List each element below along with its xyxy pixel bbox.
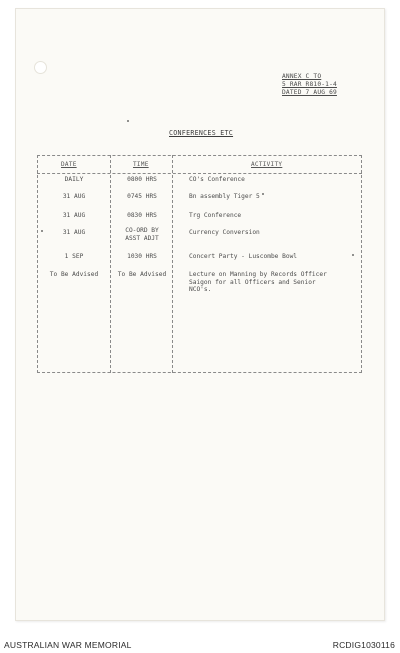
row-4-date: 31 AUG xyxy=(62,229,86,236)
row-1-time: 0800 HRS xyxy=(127,176,157,183)
punch-hole xyxy=(34,61,47,74)
row-5-activity: Concert Party - Luscombe Bowl xyxy=(189,253,298,260)
row-5-time: 1030 HRS xyxy=(127,253,157,260)
stray-mark xyxy=(262,193,264,195)
table-top-rule xyxy=(37,155,362,156)
row-4-time xyxy=(112,227,172,242)
schedule-table xyxy=(37,155,362,373)
annex-reference xyxy=(282,73,337,97)
row-3-date: 31 AUG xyxy=(62,212,86,219)
stray-mark xyxy=(41,230,43,232)
row-6-activity-line-3: NCO's. xyxy=(189,286,212,294)
row-2-activity: Bn assembly Tiger 5 xyxy=(189,193,260,200)
table-header-rule xyxy=(37,173,362,174)
archive-reference: RCDIG1030116 xyxy=(332,640,395,650)
header-time: TIME xyxy=(133,161,149,168)
annex-line-3: DATED 7 AUG 69 xyxy=(282,89,337,96)
stray-mark xyxy=(352,254,354,256)
row-1-date: DAILY xyxy=(64,176,84,183)
table-right-rule xyxy=(361,155,362,373)
row-4-time-line-1: CO-ORD BY xyxy=(125,227,159,234)
table-divider-2 xyxy=(172,155,173,373)
annex-line-2: 5 RAR R810-1-4 xyxy=(282,81,337,88)
header-activity: ACTIVITY xyxy=(251,161,283,168)
table-bottom-rule xyxy=(37,372,362,373)
row-6-date: To Be Advised xyxy=(49,271,99,278)
row-6-activity-line-1: Lecture on Manning by Records Officer xyxy=(189,271,327,278)
row-3-time: 0830 HRS xyxy=(127,212,157,219)
row-6-activity xyxy=(189,271,359,294)
row-1-activity: CO's Conference xyxy=(189,176,245,183)
row-6-time: To Be Advised xyxy=(117,271,167,278)
header-date: DATE xyxy=(61,161,77,168)
row-4-activity: Currency Conversion xyxy=(189,229,260,236)
row-4-time-line-2: ASST ADJT xyxy=(125,234,159,242)
table-left-rule xyxy=(37,155,38,373)
row-2-date: 31 AUG xyxy=(62,193,86,200)
table-divider-1 xyxy=(110,155,111,373)
archive-credit: AUSTRALIAN WAR MEMORIAL xyxy=(4,640,132,650)
row-5-date: 1 SEP xyxy=(64,253,84,260)
annex-line-1: ANNEX C TO xyxy=(282,73,322,80)
row-2-time: 0745 HRS xyxy=(127,193,157,200)
document-heading: CONFERENCES ETC xyxy=(169,129,234,137)
stray-mark xyxy=(127,120,129,122)
row-6-activity-line-2: Saigon for all Officers and Senior xyxy=(189,278,316,286)
row-3-activity: Trg Conference xyxy=(189,212,242,219)
